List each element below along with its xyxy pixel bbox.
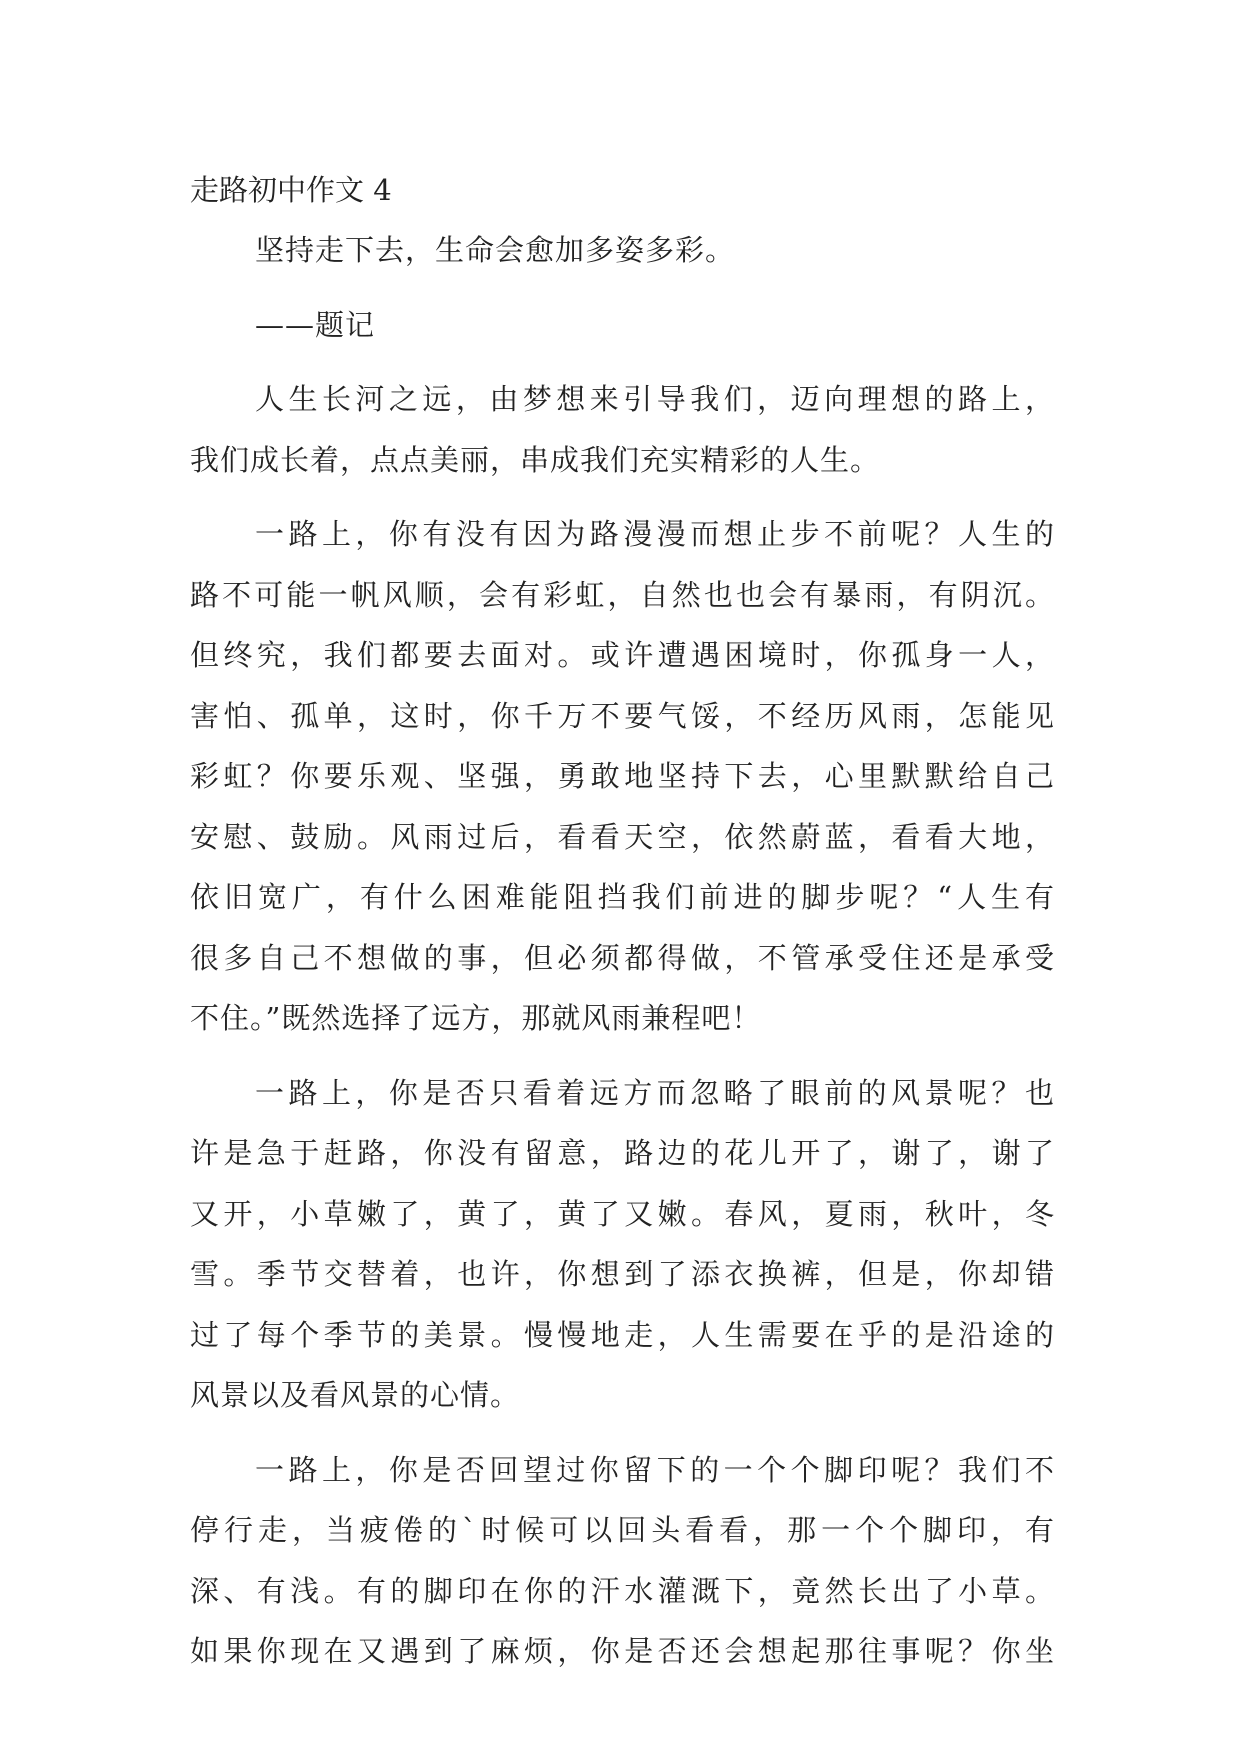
- paragraph: [190, 369, 1055, 490]
- paragraph-line: 又开，小草嫩了，黄了，黄了又嫩。春风，夏雨，秋叶，冬: [190, 1196, 1055, 1231]
- paragraph-line: 一路上，你是否只看着远方而忽略了眼前的风景呢？也: [255, 1075, 1055, 1110]
- paragraph-line: 许是急于赶路，你没有留意，路边的花儿开了，谢了，谢了: [190, 1136, 1055, 1170]
- paragraph-line: 风景以及看风景的心情。: [190, 1378, 521, 1412]
- paragraph: [190, 1063, 1055, 1426]
- paragraph-line: 如果你现在又遇到了麻烦，你是否还会想起那往事呢？你坐: [190, 1634, 1055, 1668]
- document-title: 走路初中作文 4: [190, 173, 392, 207]
- paragraph-line: 人生长河之远，由梦想来引导我们，迈向理想的路上，: [255, 382, 1055, 416]
- paragraph-line: 停行走，当疲倦的`时候可以回头看看，那一个个脚印，有: [190, 1513, 1055, 1547]
- paragraph-line: 我们成长着，点点美丽，串成我们充实精彩的人生。: [190, 442, 881, 477]
- paragraph-line: 雪。季节交替着，也许，你想到了添衣换裤，但是，你却错: [190, 1257, 1055, 1291]
- paragraph: [190, 504, 1055, 1049]
- paragraph-line: 彩虹？你要乐观、坚强，勇敢地坚持下去，心里默默给自己: [190, 759, 1055, 793]
- paragraph-line: 但终究，我们都要去面对。或许遭遇困境时，你孤身一人，: [190, 638, 1055, 672]
- paragraph-line: ——题记: [255, 307, 376, 342]
- paragraph-line: 路不可能一帆风顺，会有彩虹，自然也也会有暴雨，有阴沉。: [190, 577, 1055, 612]
- paragraph-line: 过了每个季节的美景。慢慢地走，人生需要在乎的是沿途的: [190, 1317, 1055, 1352]
- document-body: [190, 160, 1055, 1696]
- epigraph-attribution: [190, 295, 1055, 356]
- paragraph-line: 深、有浅。有的脚印在你的汗水灌溉下，竟然长出了小草。: [190, 1573, 1055, 1608]
- paragraph-line: 一路上，你有没有因为路漫漫而想止步不前呢？人生的: [255, 517, 1055, 551]
- paragraph-line: 不住。”既然选择了远方，那就风雨兼程吧！: [190, 1001, 762, 1035]
- epigraph: [190, 220, 1055, 281]
- paragraph-line: 很多自己不想做的事，但必须都得做，不管承受住还是承受: [190, 940, 1055, 975]
- paragraph-line: 安慰、鼓励。风雨过后，看看天空，依然蔚蓝，看看大地，: [190, 819, 1055, 854]
- paragraph-line: 坚持走下去，生命会愈加多姿多彩。: [255, 233, 736, 267]
- paragraph-line: 害怕、孤单，这时，你千万不要气馁，不经历风雨，怎能见: [190, 698, 1055, 733]
- paragraph-line: 依旧宽广，有什么困难能阻挡我们前进的脚步呢？“人生有: [190, 880, 1055, 914]
- paragraph-line: 一路上，你是否回望过你留下的一个个脚印呢？我们不: [255, 1452, 1055, 1487]
- paragraph: [190, 1440, 1055, 1682]
